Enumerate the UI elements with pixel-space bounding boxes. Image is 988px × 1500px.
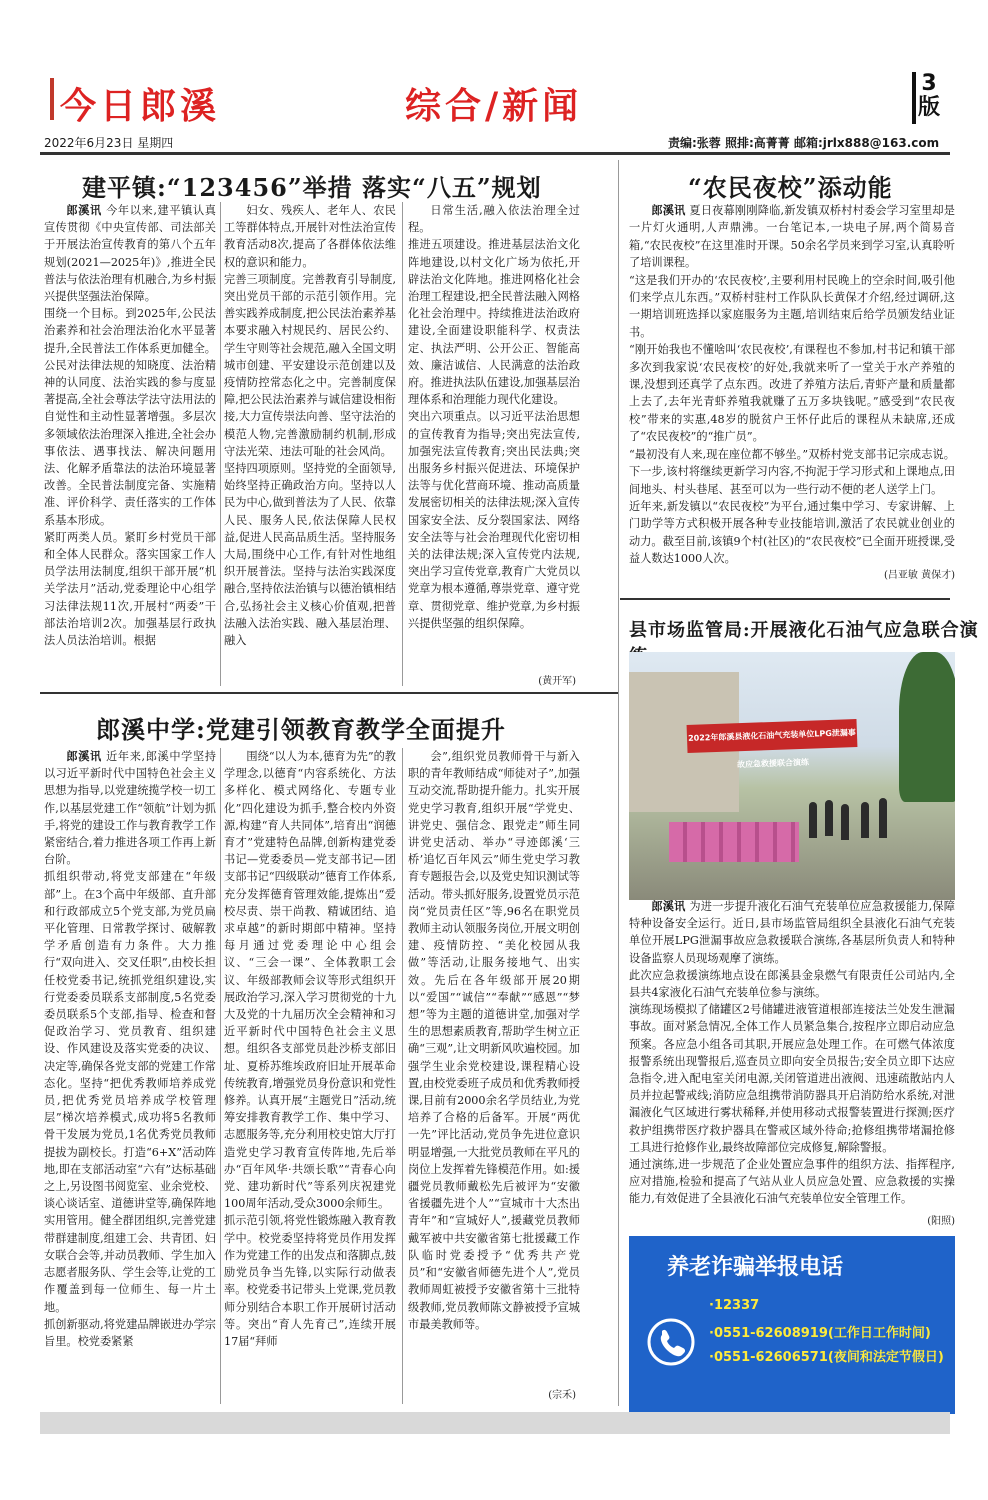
issue-date: 2022年6月23日 星期四 — [44, 136, 174, 150]
fraud-ad-line-2: ·0551-62608919(工作日工作时间) — [709, 1326, 931, 1341]
article3-byline: 郎溪讯 — [651, 900, 686, 913]
article1-col1 — [44, 202, 216, 686]
article1-title: 建平镇:“123456”举措 落实“八五”规划 — [82, 173, 542, 202]
editors-line: 责编:张蓉 照排:高菁菁 邮箱:jrlx888@163.com — [668, 136, 940, 150]
page-number — [918, 72, 940, 120]
page-number-value: 3 — [921, 71, 937, 96]
article2-title: “农民夜校”添动能 — [688, 173, 893, 202]
column-divider — [402, 748, 403, 1404]
article4-col3: 会”,组织党员教师骨干与新入职的青年教师结成“师徒对子”,加强互动交流,帮助提升能力。扎实开展党史学习教育,组织开展“学党史、讲党史、强信念、跟党走”师生同讲党史活动、举办“寻迹郎溪‘三桥’追忆百年风云”师生党史学习教育专题报告会,以及党史知识测试等活动。带头抓好服务,设置党员示范岗“党员责任区”等,96名在职党员教师主动认领服务岗位,开展文明创建、疫情防控、“美化校园从我做”等活动,让服务接地气、出实效。先后在各年级部开展20期以“爱国”“诚信”“奉献”“感恩”“梦想”等为主题的道德讲堂,加强对学生的思想素质教育,帮助学生树立正确“三观”,让文明新风吹遍校园。加强学生业余党校建设,课程精心设置,由校党委班子成员和优秀教师授课,目前有2000余名学员结业,为党培养了合格的后备军。开展“两优一先”评比活动,党员争先进位意识明显增强,一大批党员教师在平凡的岗位上发挥着先锋模范作用。如:援疆党员教师戴松先后被评为“安徽省援疆先进个人”“宣城市十大杰出青年”和“宣城好人”,援藏党员教师戴军被中共安徽省第七批援藏工作队临时党委授予“优秀共产党员”和“安徽省师德先进个人”,党员教师周虹被授予安徽省第十三批特级教师,党员教师陈文静被授予宣城市最美教师等。 — [408, 750, 580, 1331]
masthead-accent-bar — [50, 78, 54, 120]
paper-name: 今日郎溪 — [60, 85, 221, 127]
article4-col1-text: 近年来,郎溪中学坚持以习近平新时代中国特色社会主义思想为指导,以党建统揽学校一切工作,以基层党建工作“领航”计划为抓手,将党的建设工作与教育教学工作紧密结合,着力推进各项工作再上新台阶。 抓组织带动,将党支部建在“年级部”上。在3个高中年级部、直升部和行政部成立5个党支部,为党员扁平化管理、日常教学探讨、破解教学矛盾创造有力条件。大力推行“双向进入、交叉任职”,由校长担任校党委书记,统抓党组织建设,实行党委委员联系支部制度,5名党委委员联系5个支部,指导、检查和督促政治学习、党员教育、组织建设、作风建设及落实党委的决议、决定等,确保各党支部的党建工作常态化。坚持“把优秀教师培养成党员,把优秀党员培养成学校管理层”梯次培养模式,成功将5名教师骨干发展为党员,1名优秀党员教师提拔为副校长。打造“6+X”活动阵地,即在支部活动室“六有”达标基础之上,另设图书阅览室、业余党校、谈心谈话室、道德讲堂等,确保阵地实用管用。健全群团组织,完善党建带群建制度,组建工会、共青团、妇女联合会等,并动员教师、学生加入志愿者服务队、学生会等,让党的工作覆盖到每一位师生、每一片土地。 抓创新驱动,将党建品牌嵌进办学宗旨里。校党委紧紧 — [44, 750, 216, 1348]
article3-signature: (阳照) — [927, 1216, 955, 1227]
fraud-ad-title: 养老诈骗举报电话 — [667, 1255, 844, 1280]
article3-title: 县市场监管局:开展液化石油气应急联合演 — [629, 620, 979, 641]
article2-body — [629, 202, 955, 584]
page-number-divider — [912, 72, 916, 124]
photo-person — [841, 804, 849, 840]
section-name: 综合/新闻 — [405, 85, 583, 127]
section-rule — [620, 598, 950, 600]
photo-person — [809, 802, 817, 838]
article2-signature: (吕亚敏 黄保才) — [884, 570, 955, 581]
page-footer-bar — [40, 1412, 950, 1434]
masthead-rule — [40, 152, 950, 155]
column-divider — [220, 748, 221, 1404]
article1-col3: 日常生活,融入依法治理全过程。 推进五项建设。推进基层法治文化阵地建设,以村文化广场为依托,开辟法治文化阵地。推进网格化社会治理工程建设,把全民普法融入网格化社会治理中。持续推进法治政府建设,全面建设职能科学、权责法定、执法严明、公开公正、智能高效、廉洁诚信、人民满意的法治政府。推进执法队伍建设,加强基层治理体系和治理能力现代化建设。 突出六项重点。以习近平法治思想的宣传教育为指导;突出宪法宣传,加强宪法宣传教育;突出民法典;突出服务乡村振兴促进法、环境保护法等与优化营商环境、推动高质量发展密切相关的法律法规;深入宣传国家安全法、反分裂国家法、网络安全法等与社会治理现代化密切相关的法律法规;深入宣传党内法规,突出学习宣传党章,教育广大党员以党章为根本遵循,尊崇党章、遵守党章、贯彻党章、维护党章,为乡村振兴提供坚强的组织保障。 — [408, 204, 580, 630]
article2-byline: 郎溪讯 — [651, 204, 686, 217]
article3-body-text: 为进一步提升液化石油气充装单位应急救援能力,保障特种设备安全运行。近日,县市场监管局组织全县液化石油气充装单位开展LPG泄漏事故应急救援联合演练,各基层所负责人和特种设备监察人员现场观摩了演练。 此次应急救援演练地点设在郎溪县金泉燃气有限责任公司站内,全县共4家液化石油气充装单位参与演练。 演练现场模拟了储罐区2号储罐进液管道根部连接法兰处发生泄漏事故。面对紧急情况,全体工作人员紧急集合,按程序立即启动应急预案。各应急小组各司其职,开展应急处理工作。在可燃气体浓度报警系统出现警报后,巡查员立即向安全员报告;安全员立即下达应急指令,进入配电室关闭电源,关闭管道进出液阀、迅速疏散站内人员并拉起警戒线;消防应急组携带消防器具开启消防给水系统,对泄漏液化气区域进行雾状稀释,并使用移动式报警装置进行探测;医疗救护组携带医疗救护器具在警戒区域外待命;抢修组携带堵漏抢修工具进行抢修作业,最终故障部位完成修复,解除警报。 通过演练,进一步规范了企业处置应急事件的组织方法、指挥程序,应对措施,检验和提高了气站从业人员应急处置、应急救援的实操能力,有效促进了全县液化石油气充装单位安全管理工作。 — [629, 900, 955, 1206]
photo-banner: 2022年郎溪县液化石油气充装单位LPG泄漏事故应急救援联合演练 — [687, 719, 858, 753]
article4-title: 郎溪中学:党建引领教育教学全面提升 — [96, 715, 506, 744]
section-rule — [40, 692, 618, 694]
article1-col2: 妇女、残疾人、老年人、农民工等群体特点,开展针对性法治宣传教育活动8次,提高了各群体依法维权的意识和能力。 完善三项制度。完善教育引导制度,突出党员干部的示范引领作用。完善实践养成制度,把公民法治素养基本要求融入村规民约、居民公约、学生守则等社会规范,融入全国文明城市创建、平安建设示范创建以及疫情防控常态化之中。完善制度保障,把公民法治素养与诚信建设相衔接,大力宣传崇法向善、坚守法治的模范人物,完善激励制约机制,形成守法光荣、违法可耻的社会风尚。 坚持四项原则。坚持党的全面领导,始终坚持正确政治方向。坚持以人民为中心,做到普法为了人民、依靠人民、服务人民,依法保障人民权益,促进人民高品质生活。坚持服务大局,围绕中心工作,有针对性地组织开展普法。坚持与法治实践深度融合,坚持依法治镇与以德治镇相结合,弘扬社会主义核心价值观,把普法融入法治实践、融入基层治理、融入 — [224, 204, 396, 648]
column-divider — [402, 202, 403, 686]
article1-col1-text: 今年以来,建平镇认真宣传贯彻《中央宣传部、司法部关于开展法治宣传教育的第八个五年规划(2021—2025年)》,推进全民普法与依法治理有机融合,为乡村振兴提供坚强法治保障。 围绕一个目标。到2025年,公民法治素养和社会治理法治化水平显著提升,全民普法工作体系更加健全。公民对法律法规的知晓度、法治精神的认同度、法治实践的参与度显著提高,全社会尊法学法守法用法的自觉性和主动性显著增强。多层次多领域依法治理深入推进,全社会办事依法、遇事找法、解决问题用法、化解矛盾靠法的法治环境显著改善。全民普法制度完备、实施精准、评价科学、责任落实的工作体系基本形成。 紧盯两类人员。紧盯乡村党员干部和全体人民群众。落实国家工作人员学法用法制度,组织干部开展“机关学法月”活动,党委理论中心组学习法律法规11次,开展村“两委”干部法治培训2次。加强基层行政执法人员法治培训。根据 — [44, 204, 216, 648]
photo-person — [861, 802, 869, 838]
drill-photo — [629, 652, 955, 900]
photo-person — [825, 800, 833, 836]
photo-gas-cylinders — [669, 822, 799, 862]
page-column-divider — [618, 160, 619, 1406]
article1-byline: 郎溪讯 — [66, 204, 102, 217]
fraud-ad-line-1: ·12337 — [709, 1298, 760, 1313]
fraud-ad-line-3: ·0551-62606571(夜间和法定节假日) — [709, 1350, 944, 1365]
article4-col2: 围绕“以人为本,德育为先”的教学理念,以德育“内容系统化、方法多样化、模式网络化、专题专业化”四化建设为抓手,整合校内外资源,构建“育人共同体”,培育出“润德育才”党建特色品牌,创新构建党委书记—党委委员—党支部书记—团支部书记“四级联动”德育工作体系,充分发挥德育管理效能,提炼出“爱校尽责、崇干尚教、精诚团结、追求卓越”的新时期郎中精神。坚持每月通过党委理论中心组会议、“三会一课”、全体教职工会议、年级部教师会议等形式组织开展政治学习,深入学习贯彻党的十九大及党的十九届历次全会精神和习近平新时代中国特色社会主义思想。组织各支部党员赴沙桥支部旧址、夏桥苏维埃政府旧址开展革命传统教育,增强党员身份意识和党性修养。认真开展“主题党日”活动,统筹安排教育教学工作、集中学习、志愿服务等,充分利用校史馆大厅打造党史学习教育宣传阵地,先后举办“百年风华·共颂长歌”“青春心向党、建功新时代”等系列庆祝建党100周年活动,受众3000余师生。 抓示范引领,将党性锻炼融入教育教学中。校党委坚持将党员作用发挥作为党建工作的出发点和落脚点,鼓励党员争当先锋,以实际行动做表率。校党委书记带头上党课,党员教师分别结合本职工作开展研讨活动等。突出“育人先育己”,连续开展17届“拜师 — [224, 750, 396, 1348]
article4-byline: 郎溪讯 — [66, 750, 102, 763]
article4-signature: (宗禾) — [548, 1390, 576, 1401]
article4-col1 — [44, 748, 216, 1404]
phone-icon — [647, 1318, 695, 1366]
article1-signature: (黄开军) — [538, 676, 576, 687]
article2-body-text: 夏日夜幕刚刚降临,新发镇双桥村村委会学习室里却是一片灯火通明,人声鼎沸。一台笔记本,一块电子屏,两个简易音箱,“农民夜校”在这里准时开课。50余名学员来到学习室,认真聆听了培训课程。 “这是我们开办的‘农民夜校’,主要利用村民晚上的空余时间,吸引他们来学点儿东西。”双桥村驻村工作队队长黄保才介绍,经过调研,这一期培训班选择以家庭服务为主题,培训结束后给学员颁发结业证书。 “刚开始我也不懂啥叫‘农民夜校’,有课程也不参加,村书记和镇干部多次到我家说‘农民夜校’的好处,我就来听了一堂关于水产养殖的课,没想到还真学了点东西。改进了养殖方法后,青虾产量和质量都上去了,去年光青虾养殖我就赚了五万多块钱呢。”感受到“农民夜校”带来的实惠,48岁的脱贫户王怀仔此后的课程从未缺席,还成了“农民夜校”的“推广员”。 “最初没有人来,现在座位都不够坐。”双桥村党支部书记宗成志说。下一步,该村将继续更新学习内容,不拘泥于学习形式和上课地点,田间地头、村头巷尾、甚至可以为一些行动不便的老人送学上门。 近年来,新发镇以“农民夜校”为平台,通过集中学习、专家讲解、上门助学等方式积极开展各种专业技能培训,激活了农民就业创业的动力。截至目前,该镇9个村(社区)的“农民夜校”已全面开班授课,受益人数达1000人次。 — [629, 204, 955, 566]
column-divider — [220, 202, 221, 686]
photo-tree — [899, 652, 955, 802]
fraud-report-ad — [629, 1236, 955, 1414]
page-number-unit: 版 — [918, 95, 941, 120]
article3-body — [629, 898, 955, 1214]
photo-person — [879, 798, 887, 838]
